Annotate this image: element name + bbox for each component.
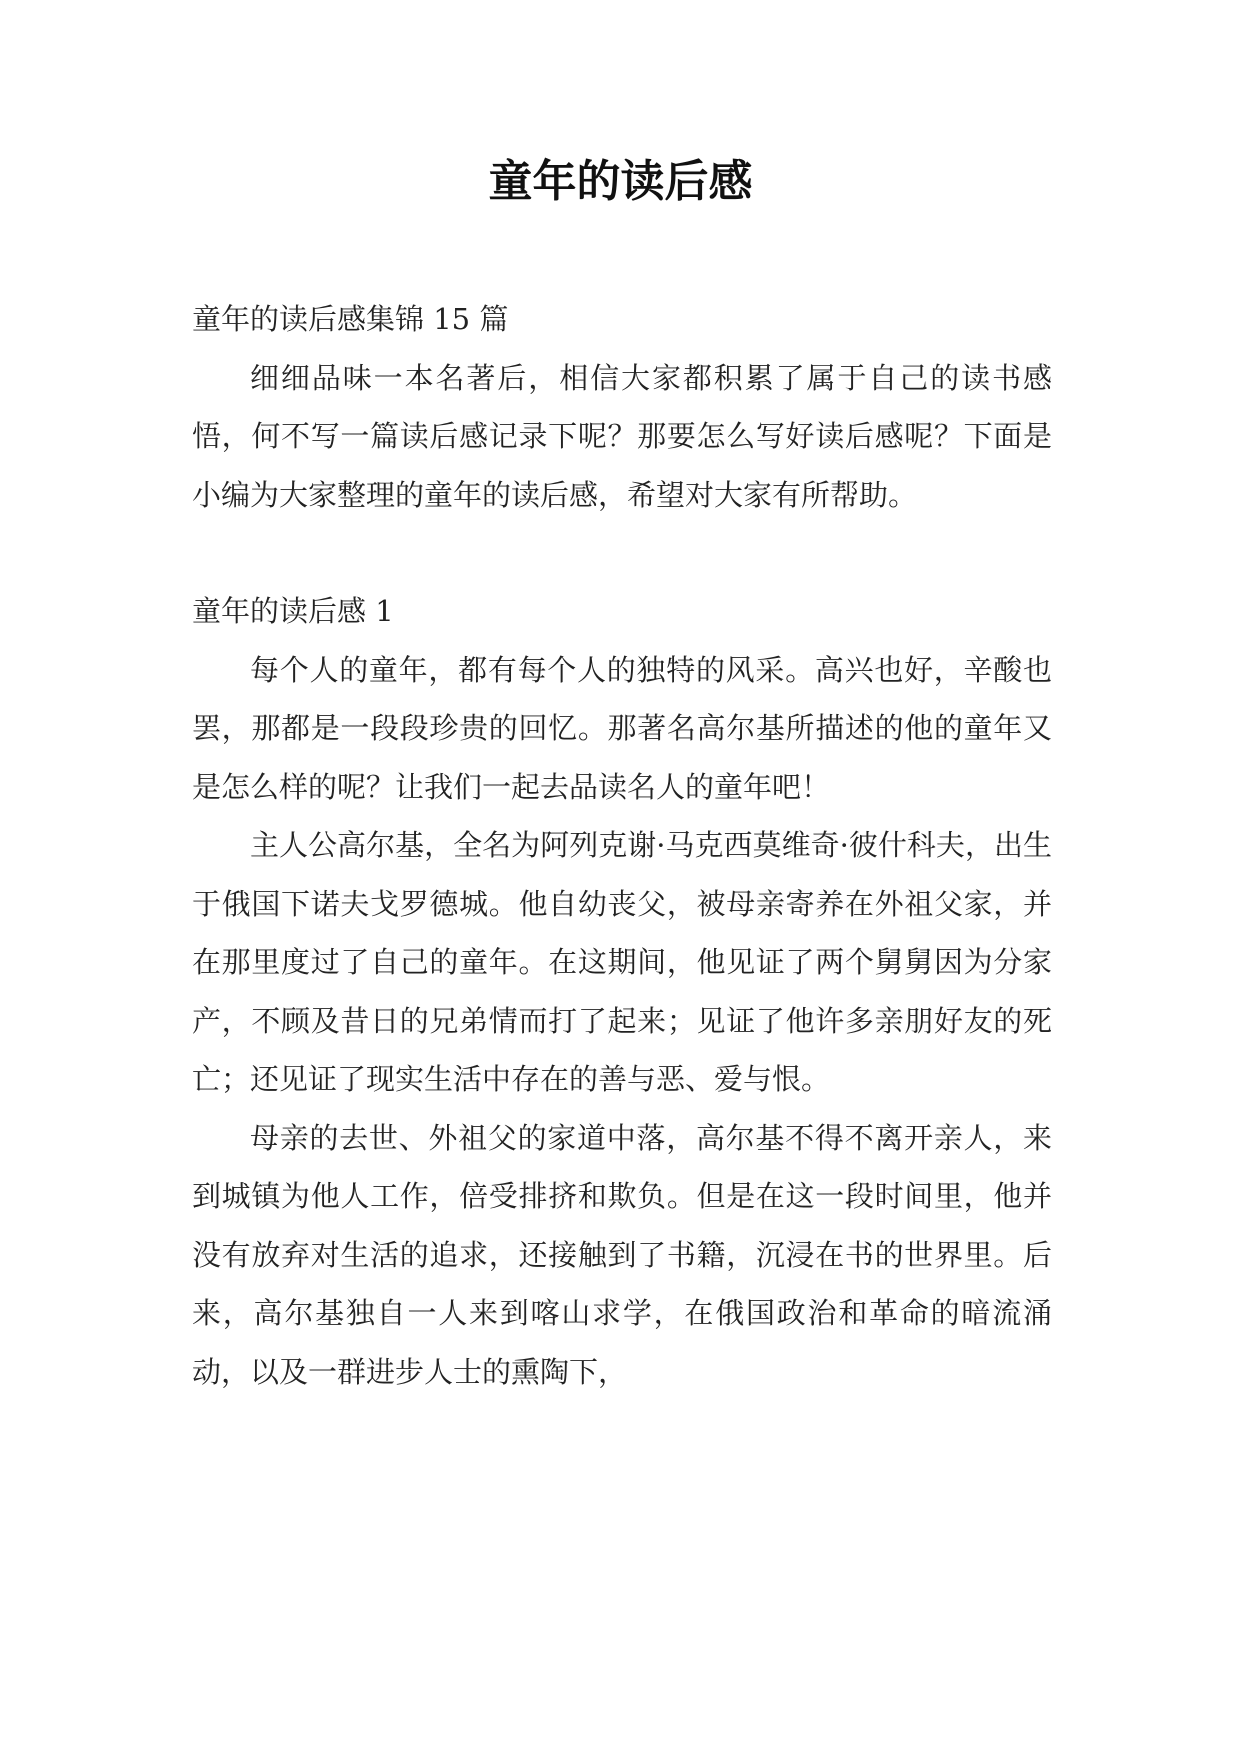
intro-paragraph: 细细品味一本名著后，相信大家都积累了属于自己的读书感悟，何不写一篇读后感记录下呢？那要怎么写好读后感呢？下面是小编为大家整理的童年的读后感，希望对大家有所帮助。 [192, 360, 1052, 512]
document-body [192, 290, 1052, 1401]
section-heading: 童年的读后感 1 [192, 594, 394, 628]
document-title: 童年的读后感 [488, 156, 753, 207]
section-spacer [192, 524, 1052, 582]
subtitle: 童年的读后感集锦 15 篇 [192, 302, 509, 336]
body-paragraph-2: 主人公高尔基，全名为阿列克谢·马克西莫维奇·彼什科夫，出生于俄国下诺夫戈罗德城。他自幼丧父，被母亲寄养在外祖父家，并在那里度过了自己的童年。在这期间，他见证了两个舅舅因为分家产，不顾及昔日的兄弟情而打了起来；见证了他许多亲朋好友的死亡；还见证了现实生活中存在的善与恶、爱与恨。 [192, 828, 1052, 1096]
body-paragraph-3: 母亲的去世、外祖父的家道中落，高尔基不得不离开亲人，来到城镇为他人工作，倍受排挤和欺负。但是在这一段时间里，他并没有放弃对生活的追求，还接触到了书籍，沉浸在书的世界里。后来，高尔基独自一人来到喀山求学，在俄国政治和革命的暗流涌动，以及一群进步人士的熏陶下， [192, 1120, 1052, 1389]
body-paragraph-1: 每个人的童年，都有每个人的独特的风采。高兴也好，辛酸也罢，那都是一段段珍贵的回忆。那著名高尔基所描述的他的童年又是怎么样的呢？让我们一起去品读名人的童年吧！ [192, 652, 1052, 804]
